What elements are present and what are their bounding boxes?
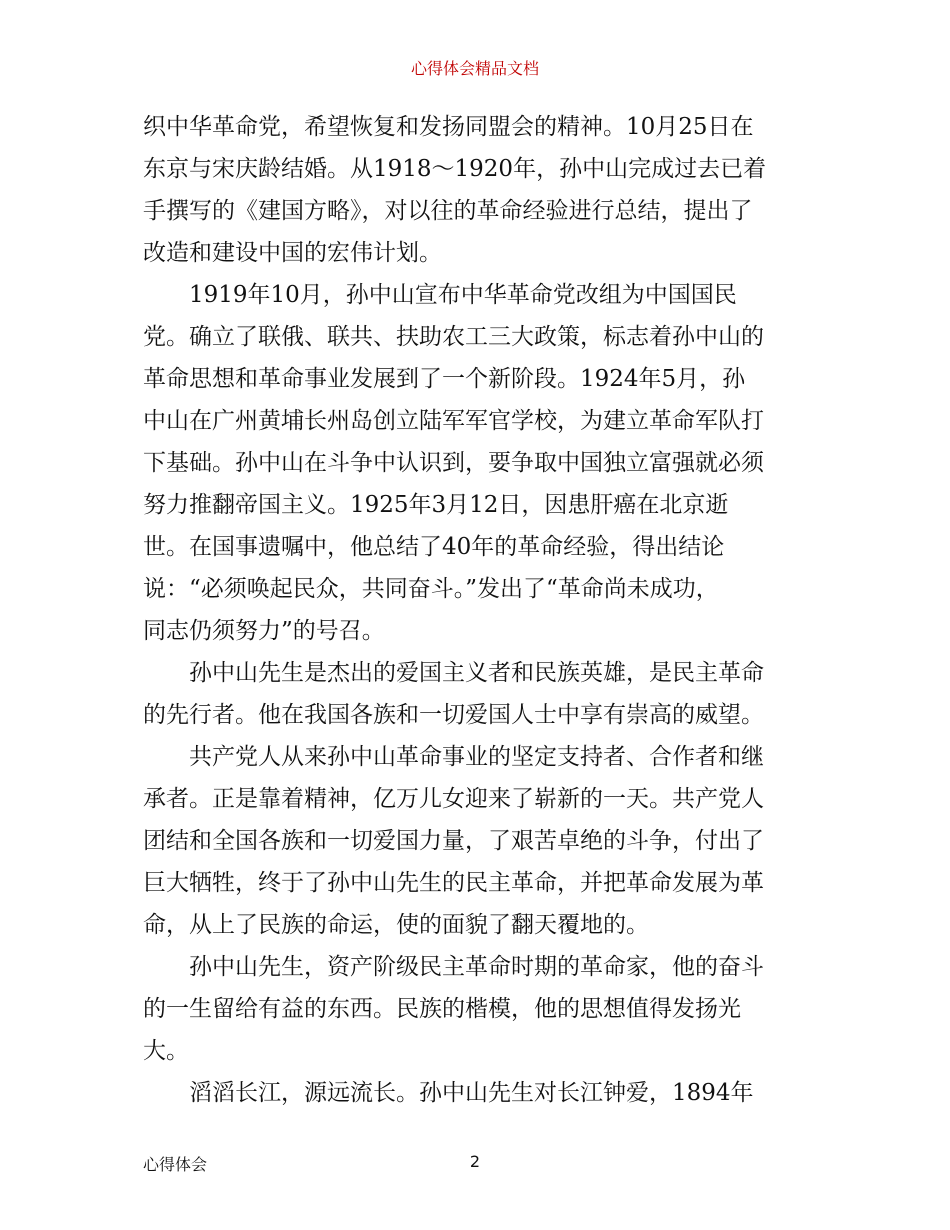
- text-line: 下基础。孙中山在斗争中认识到，要争取中国独立富强就必须: [143, 450, 764, 476]
- text-line: 1919年10月，孙中山宣布中华革命党改组为中国国民: [189, 282, 737, 308]
- text-line: 的先行者。他在我国各族和一切爱国人士中享有崇高的威望。: [143, 702, 764, 728]
- text-line: 承者。正是靠着精神，亿万儿女迎来了崭新的一天。共产党人: [143, 786, 764, 812]
- text-line: 手撰写的《建国方略》，对以往的革命经验进行总结，提出了: [143, 198, 753, 224]
- text-line: 努力推翻帝国主义。1925年3月12日，因患肝癌在北京逝: [143, 492, 729, 518]
- text-line: 织中华革命党，希望恢复和发扬同盟会的精神。10月25日在: [143, 114, 754, 140]
- text-line: 改造和建设中国的宏伟计划。: [143, 240, 442, 266]
- text-line: 革命思想和革命事业发展到了一个新阶段。1924年5月，孙: [143, 366, 746, 392]
- footer-label: 心得体会: [143, 1155, 208, 1174]
- document-body: [143, 106, 813, 1114]
- page-number: 2: [469, 1152, 481, 1171]
- text-line: 党。确立了联俄、联共、扶助农工三大政策，标志着孙中山的: [143, 324, 764, 350]
- text-line: 孙中山先生是杰出的爱国主义者和民族英雄，是民主革命: [189, 660, 764, 686]
- text-line: 滔滔长江，源远流长。孙中山先生对长江钟爱，1894年: [189, 1080, 754, 1106]
- text-line: 大。: [143, 1038, 189, 1064]
- page-header-title: 心得体会精品文档: [410, 59, 539, 78]
- text-line: 同志仍须努力”的号召。: [143, 618, 385, 644]
- text-line: 巨大牺牲，终于了孙中山先生的民主革命，并把革命发展为革: [143, 870, 764, 896]
- text-line: 孙中山先生，资产阶级民主革命时期的革命家，他的奋斗: [189, 954, 764, 980]
- text-line: 的一生留给有益的东西。民族的楷模，他的思想值得发扬光: [143, 996, 741, 1022]
- text-line: 东京与宋庆龄结婚。从1918～1920年，孙中山完成过去已着: [143, 156, 767, 182]
- text-line: 团结和全国各族和一切爱国力量，了艰苦卓绝的斗争，付出了: [143, 828, 764, 854]
- text-line: 共产党人从来孙中山革命事业的坚定支持者、合作者和继: [189, 744, 764, 770]
- text-line: 说：“必须唤起民众，共同奋斗。”发出了“革命尚未成功，: [143, 576, 719, 602]
- text-line: 中山在广州黄埔长州岛创立陆军军官学校，为建立革命军队打: [143, 408, 764, 434]
- text-line: 命，从上了民族的命运，使的面貌了翻天覆地的。: [143, 912, 649, 938]
- text-line: 世。在国事遗嘱中，他总结了40年的革命经验，得出结论: [143, 534, 725, 560]
